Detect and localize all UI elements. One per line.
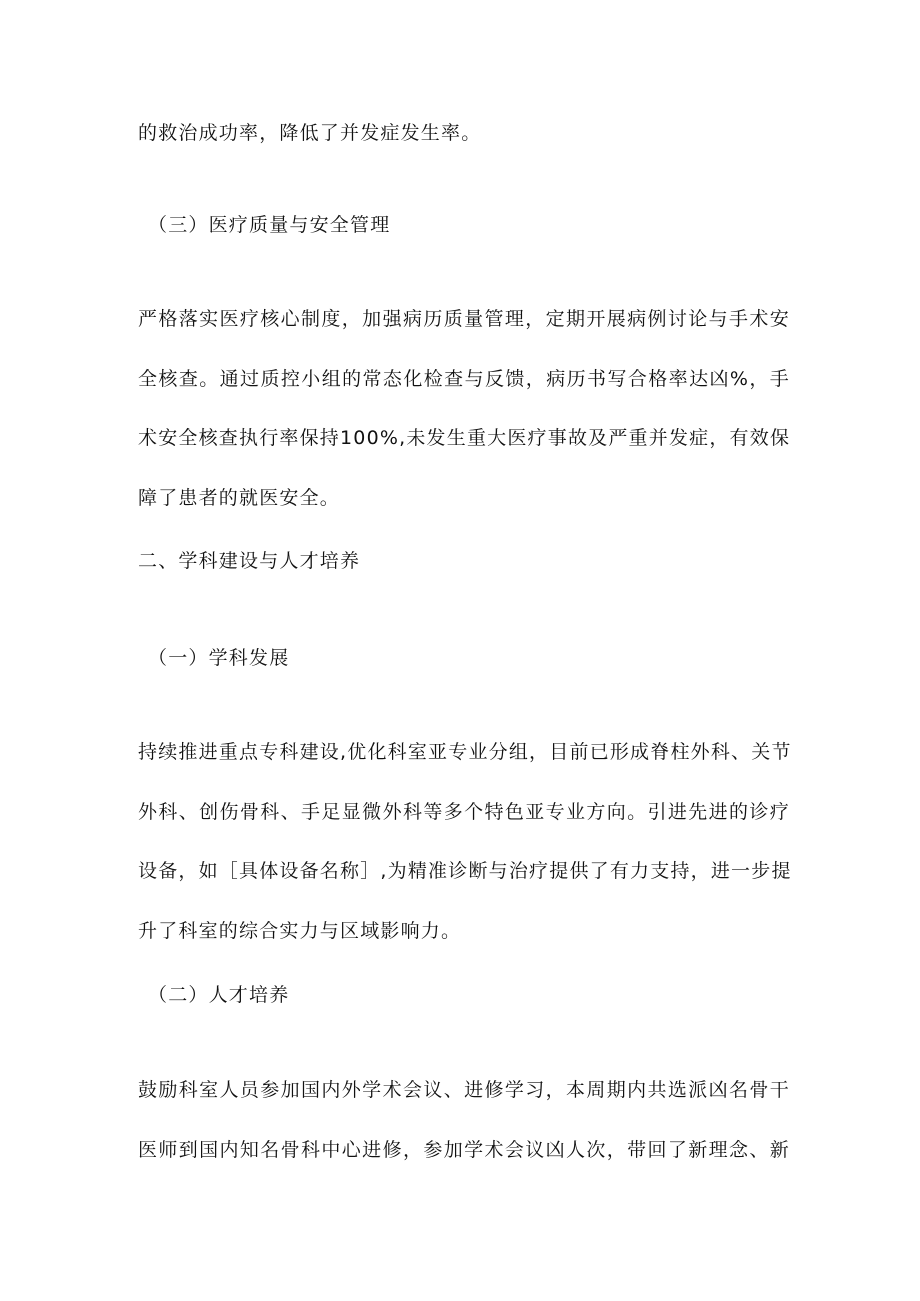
paragraph-line: 外科、创伤骨科、手足显微外科等多个特色亚专业方向。引进先进的诊疗 <box>138 800 790 823</box>
paragraph-line: 持续推进重点专科建设,优化科室亚专业分组，目前已形成脊柱外科、关节 <box>138 741 792 763</box>
paragraph-continuation: 的救治成功率，降低了并发症发生率。 <box>138 122 482 144</box>
section-heading-talent-training: （二）人才培养 <box>148 984 290 1006</box>
section-heading-discipline-talent: 二、学科建设与人才培养 <box>138 550 361 572</box>
paragraph-line: 设备，如［具体设备名称］,为精准诊断与治疗提供了有力支持，进一步提 <box>138 860 792 882</box>
section-heading-discipline-development: （一）学科发展 <box>148 647 290 669</box>
paragraph-line: 全核查。通过质控小组的常态化检查与反馈，病历书写合格率达凶%，手 <box>138 367 790 390</box>
paragraph-line: 医师到国内知名骨科中心进修，参加学术会议凶人次，带回了新理念、新 <box>138 1138 790 1161</box>
paragraph-line: 术安全核查执行率保持100%,未发生重大医疗事故及严重并发症，有效保 <box>138 427 791 449</box>
paragraph-line: 升了科室的综合实力与区域影响力。 <box>138 919 462 942</box>
paragraph-line: 障了患者的就医安全。 <box>138 486 341 509</box>
paragraph-quality-safety <box>138 304 790 542</box>
section-heading-quality-safety: （三）医疗质量与安全管理 <box>148 214 391 236</box>
paragraph-discipline-development <box>138 737 790 975</box>
paragraph-line: 严格落实医疗核心制度，加强病历质量管理，定期开展病例讨论与手术安 <box>138 308 790 330</box>
paragraph-line: 鼓励科室人员参加国内外学术会议、进修学习，本周期内共选派凶名骨干 <box>138 1079 790 1101</box>
paragraph-talent-training <box>138 1075 790 1194</box>
